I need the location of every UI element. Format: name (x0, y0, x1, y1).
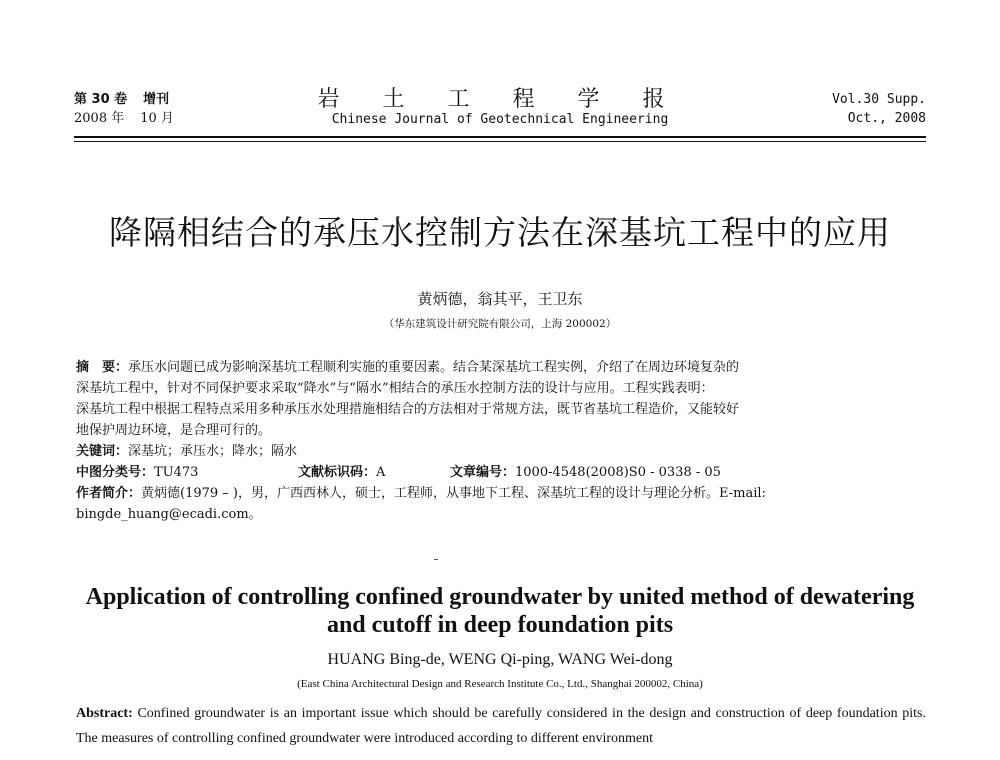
abstract-en-label: Abstract: (76, 706, 133, 721)
journal-name-en: Chinese Journal of Geotechnical Engineering (331, 112, 669, 127)
article-no-value: 1000-4548(2008)S0 - 0338 - 05 (515, 465, 721, 480)
affiliation-en: (East China Architectural Design and Research Institute Co., Ltd., Shanghai 200002, China) (297, 678, 703, 690)
month-cn: 10 月 (140, 111, 174, 126)
header-rule-thick (74, 136, 926, 138)
abstract-en (76, 701, 926, 751)
header-rule-thin (74, 141, 926, 142)
classification-row (76, 462, 926, 483)
paper-title-en-line: Application of controlling confined groundwater by united method of dewatering (85, 584, 915, 610)
abstract-cn-line: 深基坑工程中根据工程特点采用多种承压水处理措施相结合的方法相对于常规方法，既节省基坑工程造价，又能较好 (76, 402, 740, 417)
authors-en: HUANG Bing-de, WENG Qi-ping, WANG Wei-dong (327, 651, 673, 668)
clc-value: TU473 (154, 465, 199, 480)
abstract-cn-line: 深基坑工程中，针对不同保护要求采取“降水”与“隔水”相结合的承压水控制方法的设计与应用。工程实践表明： (76, 381, 714, 396)
abstract-cn-line (76, 357, 926, 378)
author-bio-text: 黄炳德(1979 – )，男，广西西林人，硕士，工程师，从事地下工程、深基坑工程的设计与理论分析。E-mail: (141, 486, 766, 501)
journal-name-cn: 岩 土 工 程 学 报 (317, 87, 683, 112)
abstract-cn-line: 地保护周边环境，是合理可行的。 (76, 423, 272, 438)
authors-cn: 黄炳德，翁其平，王卫东 (417, 290, 583, 308)
clc-label: 中图分类号： (76, 465, 155, 480)
year-cn: 2008 年 (74, 111, 125, 126)
affiliation-cn: （华东建筑设计研究院有限公司，上海 200002） (383, 318, 617, 330)
author-email: bingde_huang@ecadi.com。 (76, 507, 262, 522)
paper-title-en-line: and cutoff in deep foundation pits (326, 612, 674, 638)
abstract-en-text: Confined groundwater is an important issue which should be carefully considered in the design and construction of deep foundation pits. The measures of controlling confined groundwater were introduced according to different environment (76, 706, 927, 746)
stray-mark (434, 559, 438, 560)
keywords-cn-label: 关键词： (76, 444, 129, 459)
paper-title-en (60, 583, 940, 639)
supplement-cn: 增刊 (143, 92, 170, 107)
doc-code-value: A (376, 465, 386, 480)
abstract-cn-text: 承压水问题已成为影响深基坑工程顺利实施的重要因素。结合某深基坑工程实例，介绍了在周边环境复杂的 (128, 360, 740, 375)
keywords-cn (76, 441, 926, 462)
running-header (74, 87, 926, 132)
doc-code-label: 文献标识码： (298, 465, 377, 480)
date-en: Oct., 2008 (847, 111, 926, 126)
abstract-cn-label: 摘 要： (76, 360, 129, 375)
author-bio-cn (76, 483, 926, 504)
keywords-cn-text: 深基坑；承压水；降水；隔水 (128, 444, 298, 459)
article-no-label: 文章编号： (450, 465, 516, 480)
volume-cn: 第 30 卷 (74, 92, 128, 107)
abstract-cn (76, 357, 926, 525)
author-bio-label: 作者简介： (76, 486, 142, 501)
paper-title-cn: 降隔相结合的承压水控制方法在深基坑工程中的应用 (109, 213, 891, 252)
volume-en: Vol.30 Supp. (832, 92, 926, 107)
